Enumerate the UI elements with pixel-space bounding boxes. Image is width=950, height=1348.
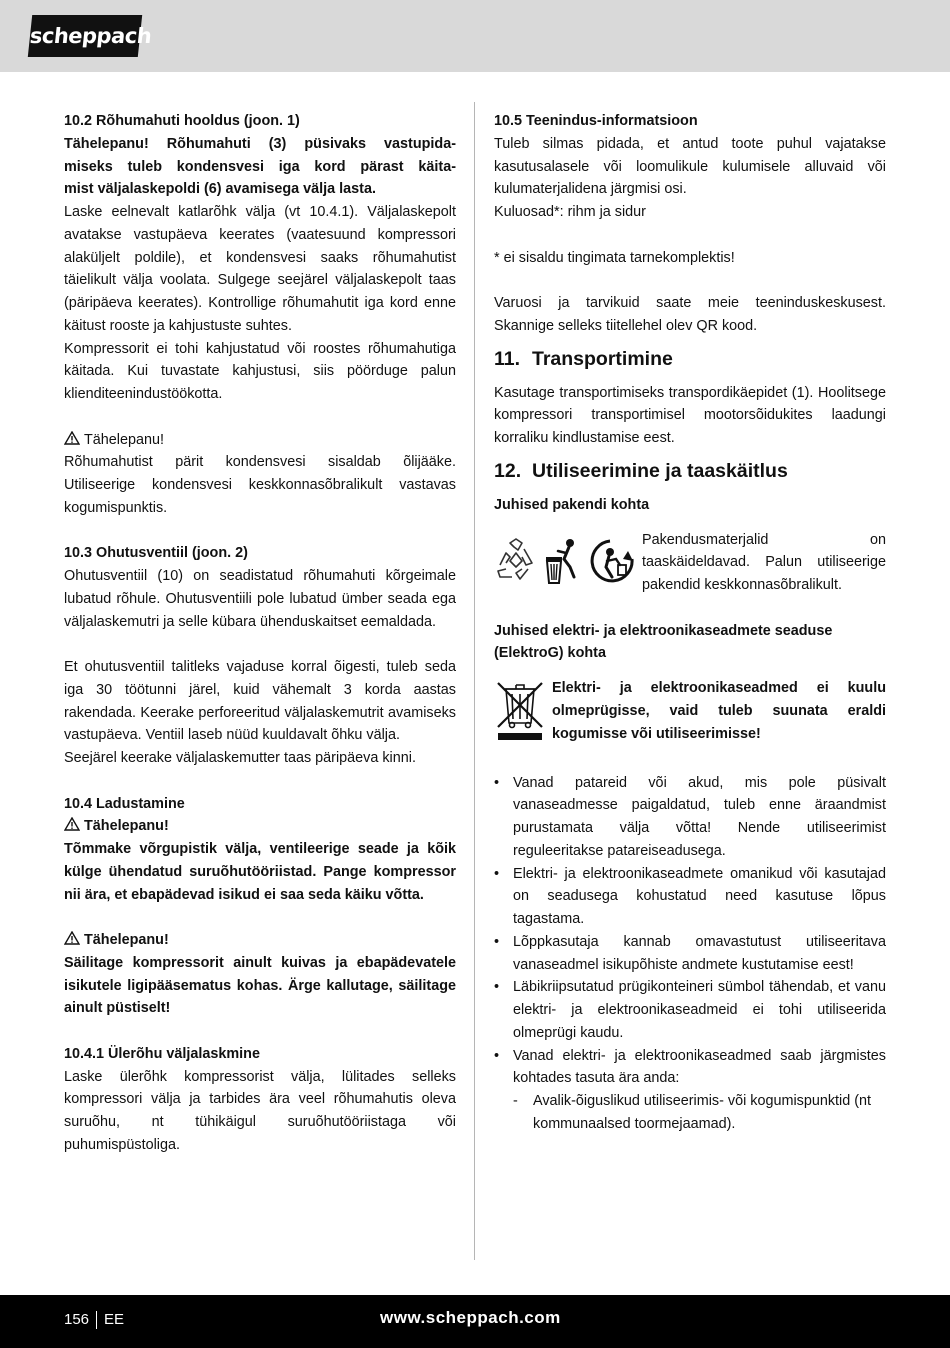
warning-label: Tähelepanu! — [84, 431, 165, 448]
footer-separator — [96, 1311, 97, 1329]
weee-block — [494, 677, 886, 749]
section-12-heading: 12. Utiliseerimine ja taaskäitlus — [494, 459, 788, 482]
reuse-icon — [590, 537, 636, 585]
warning-label: Tähelepanu! — [84, 932, 169, 948]
crossed-out-bin-icon — [494, 677, 550, 749]
litter-bin-icon — [544, 537, 584, 585]
brand-logo: scheppach — [28, 15, 142, 57]
section-11-title: Transportimine — [532, 347, 673, 370]
recycling-icon — [494, 537, 538, 583]
section-10-2-notice-line: mist väljalaskepoldi (6) avamisega välja lasta. — [64, 181, 376, 198]
section-10-5-paragraph: * ei sisaldu tingimata tarnekomplektis! — [494, 249, 735, 266]
section-12-title: Utiliseerimine ja taaskäitlus — [532, 459, 788, 482]
section-10-2-paragraph: Kompressorit ei tohi kahjustatud või roostes rõhumahutiga käitada. Kui tuvastate kahjustusi, siis pöörduge palun klienditeenindustöökotta. — [64, 340, 456, 402]
section-10-3-paragraph: Ohutusventiil (10) on seadistatud rõhumahuti kõrgeimale lubatud rõhule. Ohutusventiili pole lubatud ümber seada ega väljalaskemutri ja selle kübara ühenduskaitset eemaldada. — [64, 568, 456, 630]
left-column — [64, 110, 456, 1157]
section-10-4-1-title: 10.4.1 Ülerõhu väljalaskmine — [64, 1045, 260, 1062]
list-item: • Lõppkasutaja kannab omavastutust utiliseeritava vanaseadmel isikupõhiste andmete kustutamise eest! — [494, 931, 886, 977]
list-item — [494, 1045, 886, 1136]
warning-triangle-icon — [64, 431, 80, 445]
warning-text: Rõhumahutist pärit kondensvesi sisaldab õlijääke. Utiliseerige kondensvesi keskkonnasõbralikult vastavas kogumispunktis. — [64, 454, 456, 516]
list-item: • Vanad patareid või akud, mis pole püsivalt vanaseadmesse paigaldatud, tuleb enne äraandmist purustamata välja võtta! Nende utiliseerimist reguleeritakse patareiseadusega. — [494, 772, 886, 863]
warning-heading — [64, 815, 456, 838]
footer-band — [0, 1295, 950, 1348]
warning-label: Tähelepanu! — [84, 818, 169, 835]
list-item: • Läbikriipsutatud prügikonteineri sümbol tähendab, et vanu elektri- ja elektroonikaseadmeid ei tohi utiliseerida olmeprügi kaudu. — [494, 976, 886, 1044]
column-divider — [474, 102, 475, 1260]
section-10-2-notice-line: miseks tuleb kondensvesi iga kord pärast käita- — [64, 158, 456, 175]
packaging-icons — [494, 529, 642, 597]
section-10-2-title: 10.2 Rõhumahuti hooldus (joon. 1) — [64, 113, 300, 129]
warning-text: Säilitage kompressorit ainult kuivas ja ebapädevatele isikutele ligipääsematus kohas. Ärge kallutage, säilitage ainult püstiselt! — [64, 954, 456, 1017]
warning-heading — [64, 429, 456, 452]
section-10-3-title: 10.3 Ohutusventiil (joon. 2) — [64, 545, 248, 562]
warning-triangle-icon — [64, 817, 80, 831]
section-10-5-title: 10.5 Teenindus-informatsioon — [494, 113, 698, 129]
packaging-title: Juhised pakendi kohta — [494, 496, 650, 513]
section-10-2-paragraph: Laske eelnevalt katlarõhk välja (vt 10.4.1). Väljalaskepolt avatakse vastupäeva keerates (vaatesuund kompressori alaküljelt poldile), et kondensvesi saaks rõhumahutist täielikult välja voolata. Sulgege seejärel väljalaskepolt taas (päripäeva keerates). Kontrollige rõhumahutit iga kord enne käitust rooste ja kahjustuste suhtes. — [64, 204, 456, 334]
section-10-3-paragraph: Et ohutusventiil talitleks vajaduse korral õigesti, tuleb seda iga 30 töötunni järel, kuid vähemalt 3 korda aastas rakendada. Keerake perforeeritud väljalaskemutrit avamiseks vastupäeva. Ventiil laseb nüüd kuuldavalt õhku välja. — [64, 659, 456, 744]
packaging-text: Pakendusmaterjalid on taaskäideldavad. Palun utiliseerige pakendid keskkonnasõbralikult. — [642, 531, 886, 593]
warning-text: Tõmmake võrgupistik välja, ventileerige seade ja kõik külge ühendatud suruõhutööriistad. Pange kompressor nii ära, et ebapädevad isikud ei saa seda käiku võtta. — [64, 841, 456, 903]
weee-text: Elektri- ja elektroonikaseadmed ei kuulu olmeprügisse, vaid tuleb suunata eraldi kogumisse või utiliseerimisse! — [552, 680, 886, 742]
website-link[interactable]: www.scheppach.com — [380, 1308, 561, 1327]
section-11-paragraph: Kasutage transportimiseks transpordikäepidet (1). Hoolitsege kompressori transportimisel mootorsõidukites laadungi korraliku kindlustamise eest. — [494, 384, 886, 446]
weee-title: Juhised elektri- ja elektroonikaseadmete seaduse (ElektroG) kohta — [494, 622, 833, 662]
dash-list — [513, 1090, 886, 1136]
language-code: EE — [104, 1311, 125, 1328]
packaging-block — [494, 529, 886, 597]
section-10-3-paragraph: Seejärel keerake väljalaskemutter taas päripäeva kinni. — [64, 750, 416, 766]
section-10-4-1-paragraph: Laske ülerõhk kompressorist välja, lülitades selleks kompressori välja ja tarbides ära veel rõhumahutis oleva suruõhu, nt tühikäigul suruõhutööriistaga või puhumispüstoliga. — [64, 1068, 456, 1153]
list-item-text: Vanad elektri- ja elektroonikaseadmed saab järgmistes kohtades tasuta ära anda: — [513, 1047, 886, 1087]
page-number: 156 — [64, 1311, 90, 1328]
warning-heading — [64, 929, 456, 952]
dash-list-item: - Avalik-õiguslikud utiliseerimis- või kogumispunktid (nt kommunaalsed toormejaamad). — [513, 1090, 886, 1136]
disposal-bullet-list — [494, 772, 886, 1136]
section-10-5-paragraph: Tuleb silmas pidada, et antud toote puhul vajatakse kasutusalasele või loomulikule kulumisele alluvaid või kulumaterjalidena järgmisi osi. — [494, 135, 886, 198]
section-10-4-title: 10.4 Ladustamine — [64, 795, 185, 812]
warning-triangle-icon — [64, 931, 80, 945]
right-column — [494, 110, 886, 1136]
section-11-heading: 11. Transportimine — [494, 347, 673, 370]
section-10-5-paragraph: Kuluosad*: rihm ja sidur — [494, 204, 646, 220]
list-item: • Elektri- ja elektroonikaseadmete omanikud või kasutajad on seadusega kohustatud need kasutuse lõpus tagastama. — [494, 863, 886, 931]
section-10-5-paragraph: Varuosi ja tarvikuid saate meie teeninduskeskusest. Skannige selleks tiitellehel olev QR kood. — [494, 295, 886, 334]
section-10-2-notice-line: Tähelepanu! Rõhumahuti (3) püsivaks vastupida- — [64, 135, 456, 152]
